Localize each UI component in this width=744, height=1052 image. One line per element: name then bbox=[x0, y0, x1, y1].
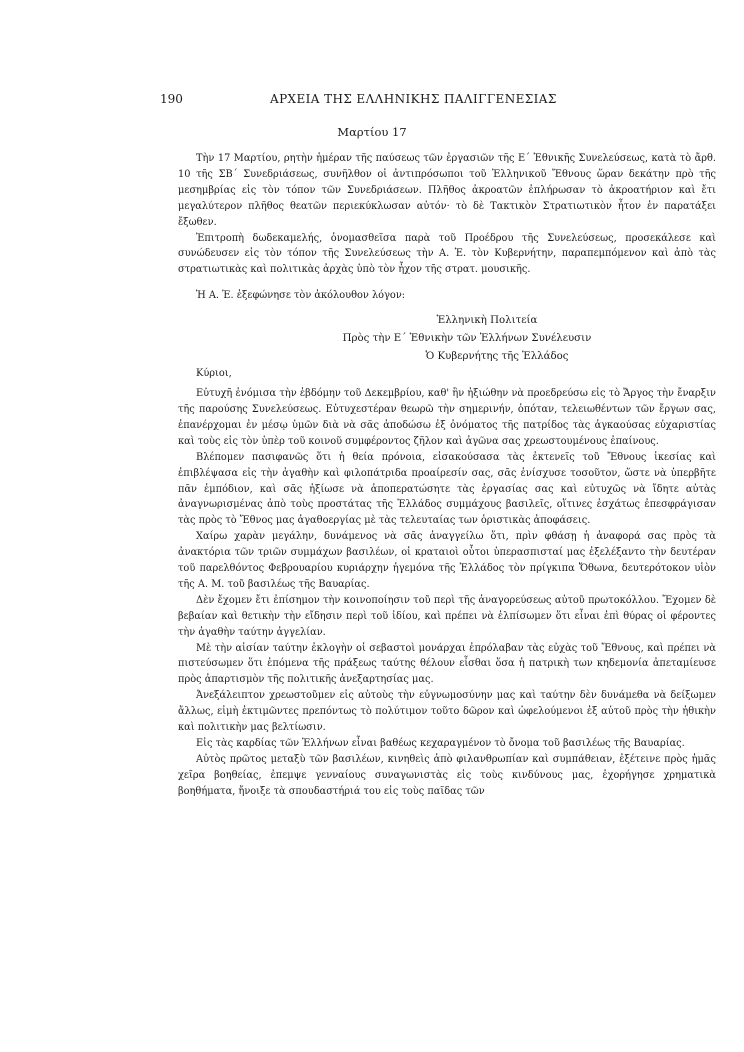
speech-paragraph: Βλέπομεν πασιφανῶς ὅτι ἡ θεία πρόνοια, εἰσακούσασα τὰς ἐκτενεῖς τοῦ Ἔθνους ἱκεσίας καὶ ἐπιβλέψασα εἰς τὴν ἀγαθὴν καὶ φιλοπάτριδα προαίρεσίν σας, σᾶς ἐνίσχυσε τοσοῦτον, ὥστε νὰ ὑπερβῆτε πᾶν ἐμπόδιον, καὶ σᾶς ἠξίωσε νὰ ἀποπερατώσητε τὰς ἐργασίας σας καὶ εὐτυχῶς νὰ ἴδητε αὐτὰς ἀναγνωρισμένας ἀπὸ τοὺς προστάτας τῆς Ἑλλάδος συμμάχους βασιλεῖς, οἵτινες ἐσχάτως ἐπεσφράγισαν τὰς πρὸς τὸ Ἔθνος μας ἀγαθοεργίας μὲ τὰς τελευταίας των ὁριστικὰς ἀποφάσεις. bbox=[178, 451, 716, 527]
speech-paragraph: Χαίρω χαρὰν μεγάλην, δυνάμενος νὰ σᾶς ἀναγγείλω ὅτι, πρὶν φθάσῃ ἡ ἀναφορά σας πρὸς τὰ ἀνακτόρια τῶν τριῶν συμμάχων βασιλέων, οἱ κραταιοὶ οὗτοι ὑπερασπισταί μας ἐξελέξαντο τὴν δευτέραν τοῦ παρελθόντος Φεβρουαρίου κυριάρχην ἡγεμόνα τῆς Ἑλλάδος τὸν πρίγκιπα Ὄθωνα, δευτερότοκον υἱὸν τῆς Α. Μ. τοῦ βασιλέως τῆς Βαυαρίας. bbox=[178, 531, 716, 590]
speech-paragraph: Αὐτὸς πρῶτος μεταξὺ τῶν βασιλέων, κινηθεὶς ἀπὸ φιλανθρωπίαν καὶ συμπάθειαν, ἐξέτεινε πρὸς ἡμᾶς χεῖρα βοηθείας, ἐπεμψε γενναίους συναγωνιστὰς εἰς τοὺς κινδύνους μας, ἐχορήγησε χρηματικὰ βοηθήματα, ἤνοιξε τὰ σπουδαστήριά του εἰς τοὺς παῖδας τῶν bbox=[178, 753, 716, 797]
speech-paragraph: Μὲ τὴν αἰσίαν ταύτην ἐκλογὴν οἱ σεβαστοὶ μονάρχαι ἐπρόλαβαν τὰς εὐχὰς τοῦ Ἔθνους, καὶ πρέπει νὰ πιστεύσωμεν ὅτι ἑπόμενα τῆς πράξεως ταύτης θέλουν εἶσθαι ὅσα ἡ πατρικὴ των κηδεμονία ἀπεταμίευσε πρὸς ἀπαρτισμὸν τῆς πολιτικῆς ἀνεξαρτησίας μας. bbox=[178, 642, 716, 686]
speech-paragraph: Ἀνεξάλειπτον χρεωστοῦμεν εἰς αὐτοὺς τὴν εὐγνωμοσύνην μας καὶ ταύτην δὲν δυνάμεθα νὰ δείξωμεν ἄλλως, εἰμὴ ἐκτιμῶντες πρεπόντως τὸ πολύτιμον τοῦτο δῶρον καὶ ὠφελούμενοι ἐξ αὐτοῦ πρὸς τὴν ἠθικὴν καὶ πολιτικὴν μας βελτίωσιν. bbox=[178, 690, 716, 734]
page-header bbox=[160, 92, 712, 110]
date-heading: Μαρτίου 17 bbox=[337, 125, 407, 139]
intro-paragraph: Ἐπιτροπὴ δωδεκαμελής, ὀνομασθεῖσα παρὰ τοῦ Προέδρου τῆς Συνελεύσεως, προσεκάλεσε καὶ συνώδευσεν εἰς τὸν τόπον τῆς Συνελεύσεως τὴν Α. Ἐ. τὸν Κυβερνήτην, παραπεμπόμενον καὶ ἀπὸ τὰς στρατιωτικὰς καὶ πολιτικὰς ἀρχὰς ὑπὸ τὸν ἦχον τῆς στρατ. μουσικῆς. bbox=[178, 232, 716, 276]
salutation: Κύριοι, bbox=[196, 368, 232, 380]
address-line-state: Ἑλληνικὴ Πολιτεία bbox=[436, 315, 538, 327]
document-body bbox=[178, 151, 716, 800]
page-number: 190 bbox=[160, 92, 183, 106]
speech-paragraph: Εὐτυχῆ ἐνόμισα τὴν ἑβδόμην τοῦ Δεκεμβρίου, καθ' ἣν ἠξιώθην νὰ προεδρεύσω εἰς τὸ Ἄργος τὴν ἔναρξιν τῆς παρούσης Συνελεύσεως. Εὐτυχεστέραν θεωρῶ τὴν σημερινήν, ὁπόταν, τελειωθέντων τῶν ἔργων σας, ἐπανέρχομαι ἐν μέσῳ ὑμῶν διὰ νὰ σᾶς ἀποδώσω ἐξ ὀνόματος τῆς πατρίδος τὰς ἀγκαούσας εὐχαριστίας καὶ τοὺς εἰς τὸν ὑπὲρ τοῦ κοινοῦ συμφέροντος ζῆλον καὶ ἀγῶνα σας χρεωστουμένους ἐπαίνους. bbox=[178, 388, 716, 447]
speech-paragraph: Εἰς τὰς καρδίας τῶν Ἑλλήνων εἶναι βαθέως κεχαραγμένον τὸ ὄνομα τοῦ βασιλέως τῆς Βαυαρίας. bbox=[196, 738, 685, 749]
intro-paragraph: Τὴν 17 Μαρτίου, ρητὴν ἡμέραν τῆς παύσεως τῶν ἐργασιῶν τῆς Ε΄ Ἐθνικῆς Συνελεύσεως, κατὰ τὸ ἄρθ. 10 τῆς ΣΒ΄ Συνεδριάσεως, συνῆλθον οἱ ἀντιπρόσωποι τοῦ Ἑλληνικοῦ Ἔθνους ὥραν δεκάτην πρὸ τῆς μεσημβρίας εἰς τὸν τόπον τῶν Συνεδριάσεων. Πλῆθος ἀκροατῶν ἐπλήρωσαν τὸ ἀκροατήριον καὶ ἔτι μεγαλύτερον πλῆθος θεατῶν περιεκύκλωσαν αὐτόν· τὸ δὲ Τακτικὸν Στρατιωτικὸν ἦτον ἐν παρατάξει ἔξωθεν. bbox=[178, 153, 716, 228]
speech-intro: Ἡ Α. Ἐ. ἐξεφώνησε τὸν ἀκόλουθον λόγον: bbox=[196, 290, 406, 302]
speech-paragraph: Δὲν ἔχομεν ἔτι ἐπίσημον τὴν κοινοποίησιν τοῦ περὶ τῆς ἀναγορεύσεως αὐτοῦ πρωτοκόλλου. Ἔχομεν δὲ βεβαίαν καὶ θετικὴν τὴν εἴδησιν περὶ τοῦ ἰδίου, καὶ πρέπει νὰ ἐλπίσωμεν ὅτι εἶναι ἐπὶ θύρας οἱ φέροντες τὴν ἀγαθὴν ταύτην ἀγγελίαν. bbox=[178, 594, 716, 638]
address-line-recipient: Πρὸς τὴν Ε΄ Ἐθνικὴν τῶν Ἑλλήνων Συνέλευσιν bbox=[342, 333, 592, 345]
address-line-sender: Ὁ Κυβερνήτης τῆς Ἑλλάδος bbox=[425, 351, 569, 363]
running-title: ΑΡΧΕΙΑ ΤΗΣ ΕΛΛΗΝΙΚΗΣ ΠΑΛΙΓΓΕΝΕΣΙΑΣ bbox=[270, 92, 557, 106]
